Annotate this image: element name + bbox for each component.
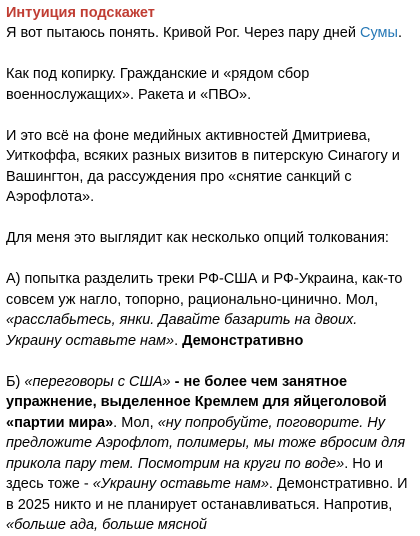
paragraph-a-bold: Демонстративно <box>182 332 304 349</box>
paragraph-a <box>6 269 414 351</box>
paragraph-1 <box>6 23 414 44</box>
paragraph-b-quote-1: «переговоры с США» <box>24 373 171 390</box>
paragraph-2: Как под копирку. Гражданские и «рядом сбор военнослужащих». Ракета и «ПВО». <box>6 66 310 103</box>
paragraph-b-quote-3: «Украину оставьте нам» <box>92 476 269 492</box>
paragraph-b <box>6 372 414 536</box>
paragraph-b-quote-2: «ну попробуйте, поговорите. Ну предложите Аэрофлот, полимеры, мы тоже вбросим для прикола пару тем. Посмотрим на круги по воде» <box>6 414 406 472</box>
channel-name[interactable]: Интуиция подскажет <box>6 5 155 21</box>
paragraph-3: И это всё на фоне медийных активностей Дмитриева, Уиткоффа, всяких разных визитов в питерскую Синагогу и Вашингтон, да рассуждения про «снятие санкций с Аэрофлота». <box>6 127 400 205</box>
paragraph-a-text: А) попытка разделить треки РФ-США и РФ-Украина, как-то совсем уж нагло, топорно, рационально-цинично. Мол, <box>6 271 403 308</box>
paragraph-a-sep: . <box>174 332 183 349</box>
paragraph-1-text: Я вот пытаюсь понять. Кривой Рог. Через пару дней <box>6 25 360 41</box>
paragraph-1-end: . <box>397 25 402 41</box>
paragraph-b-quote-4: «больше ада, больше мясной <box>6 517 207 533</box>
paragraph-b-mid-2: . Но и здесь тоже - <box>6 455 383 492</box>
paragraph-b-start: Б) <box>6 373 25 390</box>
paragraph-b-end: . Демонстративно. И в 2025 никто и не планирует останавливаться. Напротив, <box>6 476 408 513</box>
paragraph-b-mid: . Мол, <box>113 414 158 431</box>
paragraph-4: Для меня это выглядит как несколько опций толкования: <box>6 230 389 246</box>
sumy-link[interactable]: Сумы <box>360 25 398 41</box>
paragraph-a-quote: «расслабьтесь, янки. Давайте базарить на двоих. Украину оставьте нам» <box>6 312 358 349</box>
paragraph-b-bold: - не более чем занятное упражнение, выделенное Кремлем для яйцеголовой «партии мира» <box>6 373 387 431</box>
